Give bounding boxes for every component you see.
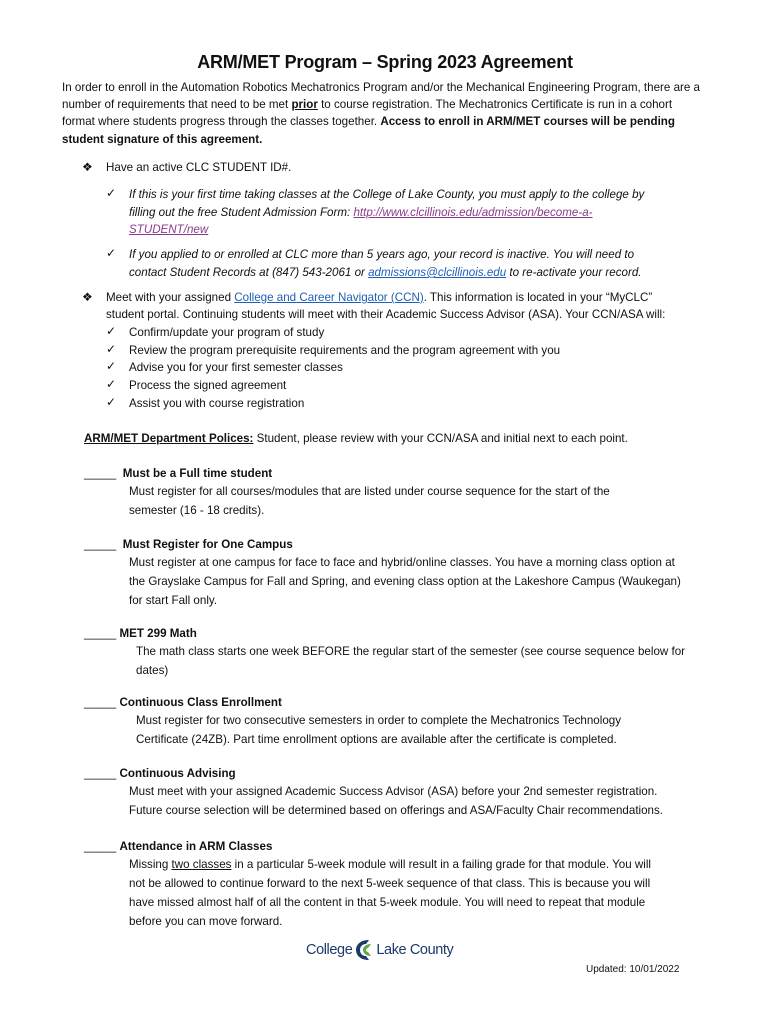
policy-title: Continuous Advising: [119, 767, 236, 780]
check-item: Review the program prerequisite requirements and the program agreement with you: [129, 344, 561, 357]
policy-desc: [129, 782, 663, 820]
policy-one-campus: [84, 536, 293, 553]
req-navigator-text: Meet with your assigned: [106, 291, 235, 304]
req-sub-first-time-2: [129, 204, 593, 221]
policy-line: before you can move forward.: [129, 915, 283, 928]
policy-title: Continuous Class Enrollment: [119, 696, 282, 709]
policy-desc: [136, 642, 685, 680]
checkmark-icon: ✓: [106, 186, 117, 200]
req-navigator-text-post: . This information is located in your “MyCLC”: [423, 291, 653, 304]
checkmark-icon: ✓: [106, 246, 117, 260]
diamond-bullet-icon: ❖: [82, 160, 93, 174]
initial-blank: _____: [84, 840, 117, 853]
req-navigator-line2: student portal. Continuing students will meet with their Academic Success Advisor (ASA). Your CCN/ASA will:: [106, 308, 666, 321]
check-item: Confirm/update your program of study: [129, 326, 325, 339]
check-item: Assist you with course registration: [129, 397, 305, 410]
policy-title: Must Register for One Campus: [122, 538, 293, 551]
req-sub-inactive-2: [129, 264, 642, 281]
req-sub-first-time-text: filling out the free Student Admission Form:: [129, 206, 354, 219]
policy-line: [129, 855, 651, 874]
policy-line-text: Missing: [129, 858, 172, 871]
policy-line: Certificate (24ZB). Part time enrollment options are available after the certificate is completed.: [136, 733, 617, 746]
policy-desc: [136, 711, 621, 749]
policy-title: Must be a Full time student: [122, 467, 273, 480]
checkmark-icon: ✓: [106, 377, 117, 391]
policy-line: dates): [136, 664, 169, 677]
req-navigator: [106, 289, 652, 306]
policy-desc: [129, 482, 610, 520]
initial-blank: _____: [84, 538, 117, 551]
diamond-bullet-icon: ❖: [82, 290, 93, 304]
req-sub-inactive-1: If you applied to or enrolled at CLC more than 5 years ago, your record is inactive. You will need to: [129, 248, 635, 261]
intro-bold-notice: Access to enroll in ARM/MET courses will be pending student signature of this agreement.: [62, 115, 675, 146]
policy-title: MET 299 Math: [119, 627, 197, 640]
policy-line-text-post: in a particular 5-week module will result in a failing grade for that module. You will: [231, 858, 651, 871]
updated-date: Updated: 10/01/2022: [586, 964, 680, 975]
intro-text-rest: to course registration. The Mechatronics Certificate is run in a cohort format where students progress through the classes together.: [62, 98, 673, 129]
ccn-link[interactable]: College and Career Navigator (CCN): [234, 291, 424, 304]
initial-blank: _____: [84, 467, 117, 480]
req-sub-inactive-text: contact Student Records at (847) 543-2061 or: [129, 266, 369, 279]
admission-form-link-cont[interactable]: STUDENT/new: [129, 223, 209, 236]
policy-line: Must register for all courses/modules that are listed under course sequence for the start of the: [129, 485, 610, 498]
checkmark-icon: ✓: [106, 324, 117, 338]
page-title: ARM/MET Program – Spring 2023 Agreement: [197, 52, 573, 72]
policies-heading: [84, 430, 628, 447]
policy-line: not be allowed to continue forward to the next 5-week sequence of that class. This is because you will: [129, 877, 651, 890]
check-item: Advise you for your first semester classes: [129, 361, 343, 374]
policy-full-time: [84, 465, 272, 482]
policy-attendance: [84, 838, 272, 855]
req-sub-first-time-3: [129, 221, 208, 238]
policy-line: the Grayslake Campus for Fall and Spring, and evening class option at the Lakeshore Campus (Waukegan): [129, 575, 681, 588]
initial-blank: _____: [84, 767, 117, 780]
logo-mark-icon: [354, 938, 374, 962]
policy-continuous-advising: [84, 765, 236, 782]
check-item: Process the signed agreement: [129, 379, 287, 392]
policy-line: Future course selection will be determined based on offerings and ASA/Faculty Chair recommendations.: [129, 804, 664, 817]
policy-line: Must register at one campus for face to face and hybrid/online classes. You have a morning class option at: [129, 556, 675, 569]
checkmark-icon: ✓: [106, 395, 117, 409]
policy-line: Must meet with your assigned Academic Success Advisor (ASA) before your 2nd semester registration.: [129, 785, 658, 798]
intro-text: In order to enroll in the Automation Robotics Mechatronics Program and/or the Mechanical Engineering Program, there are a number of requirements that need to be met: [62, 81, 700, 112]
policy-title: Attendance in ARM Classes: [119, 840, 273, 853]
initial-blank: _____: [84, 627, 117, 640]
policy-line: have missed almost half of all the content in that 5-week module. You will need to repeat that module: [129, 896, 646, 909]
policies-heading-label: ARM/MET Department Polices:: [84, 432, 254, 445]
policy-line: Must register for two consecutive semesters in order to complete the Mechatronics Technology: [136, 714, 622, 727]
req-sub-first-time-1: If this is your first time taking classes at the College of Lake County, you must apply to the college by: [129, 188, 645, 201]
initial-blank: _____: [84, 696, 117, 709]
two-classes-emphasis: two classes: [171, 858, 232, 871]
req-sub-inactive-text-post: to re-activate your record.: [506, 266, 642, 279]
policies-heading-text: Student, please review with your CCN/ASA and initial next to each point.: [253, 432, 628, 445]
policy-line: for start Fall only.: [129, 594, 218, 607]
logo-text-lake-county: Lake County: [376, 942, 454, 958]
admissions-email-link[interactable]: admissions@clcillinois.edu: [368, 266, 507, 279]
policy-line: semester (16 - 18 credits).: [129, 504, 265, 517]
req-student-id: Have an active CLC STUDENT ID#.: [106, 161, 292, 174]
college-logo: [306, 936, 466, 964]
policy-desc: [129, 855, 651, 931]
logo-text-college: College: [306, 942, 353, 958]
policy-met-math: [84, 625, 197, 642]
checkmark-icon: ✓: [106, 359, 117, 373]
admission-form-link[interactable]: http://www.clcillinois.edu/admission/become-a-: [353, 206, 593, 219]
policy-continuous-enrollment: [84, 694, 282, 711]
intro-paragraph: [62, 79, 702, 148]
checkmark-icon: ✓: [106, 342, 117, 356]
policy-line: The math class starts one week BEFORE the regular start of the semester (see course sequence below for: [136, 645, 686, 658]
policy-desc: [129, 553, 681, 610]
intro-prior: prior: [291, 98, 318, 112]
